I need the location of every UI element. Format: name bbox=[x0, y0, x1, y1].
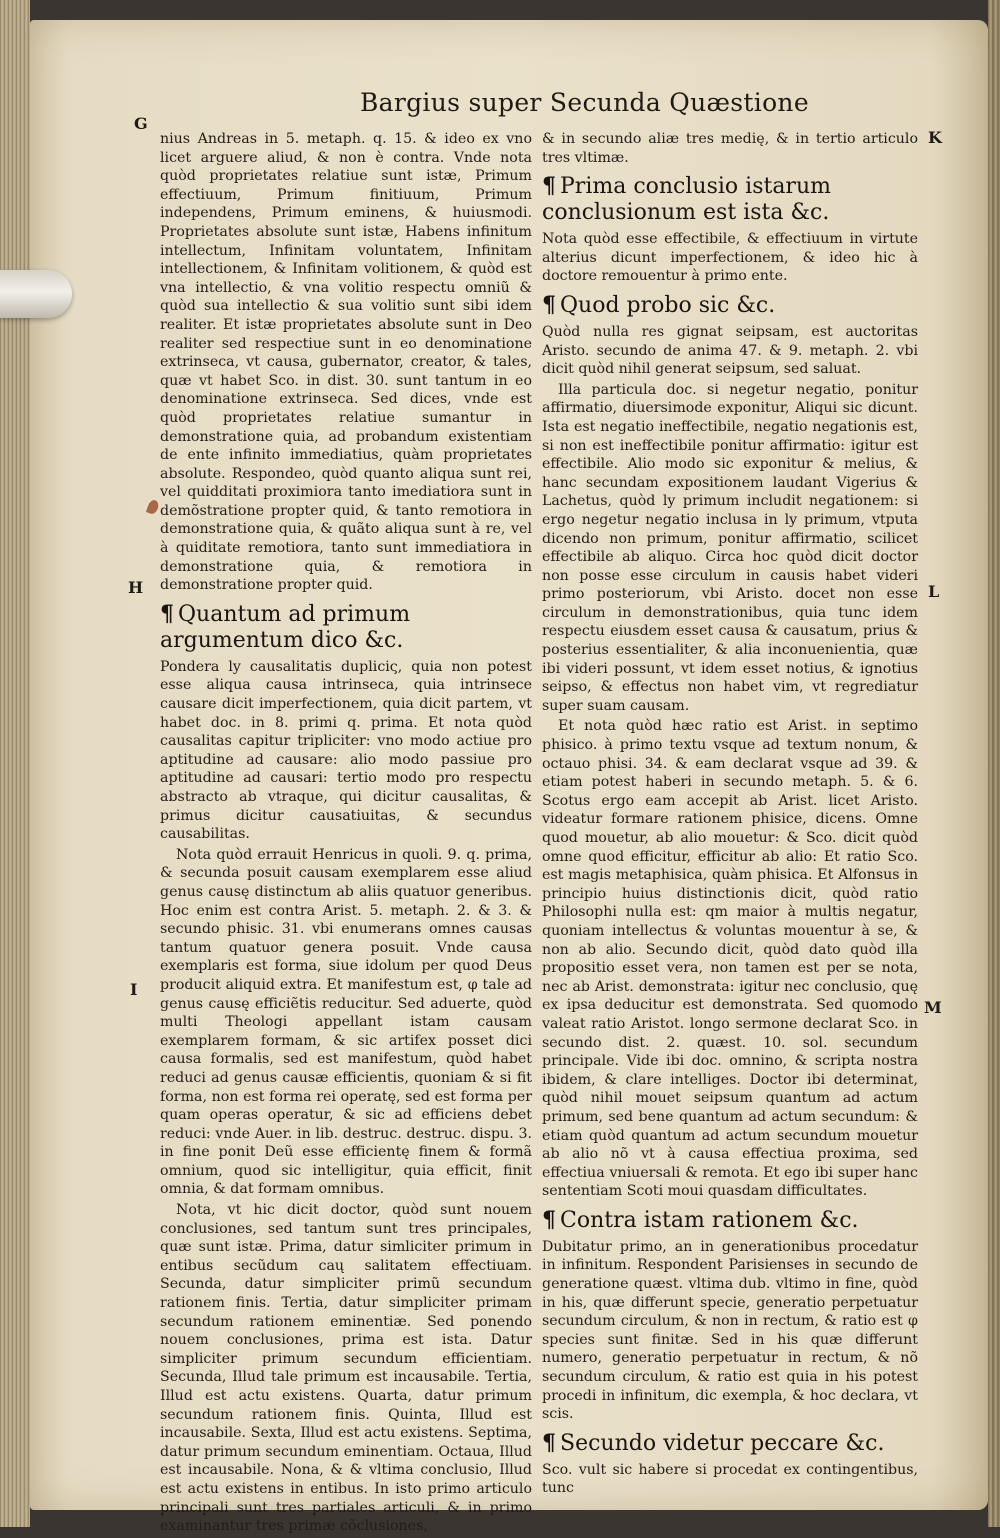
book-right-edge bbox=[988, 0, 1000, 1527]
paragraph: Et nota quòd hæc ratio est Arist. in septimo phisico. à primo textu vsque ad textum nonum, & octauo phisi. 34. & eam declarat vsque ad 39. & etiam potest haberi in secundo metaph. 5. & 6. Scotus ergo eam accepit ab Arist. licet Aristo. videatur formare rationem phisice, dicens. Omne quod mouetur, ab alio mouetur: & Sco. dicit quòd omne quod efficitur, efficitur ab alio: Et ratio Sco. est magis metaphisica, quàm phisica. Et Alfonsus in principio huius distinctionis dicit, quòd ratio Philosophi nulla est: qm maior à multis negatur, quoniam intellectus & voluntas mouentur à se, & non ab alio. Secundo dicit, quòd dato quòd illa propositio esset vera, non tamen est per se nota, nec ab Arist. demonstrata: igitur nec conclusio, quę ex ipsa deducitur est demonstrata. Sed quomodo valeat ratio Aristot. longo sermone declarat Sco. in secundo dist. 2. quæst. 10. sol. secundum principale. Vide ibi doc. omnino, & scripta nostra ibidem, & clare intelliges. Doctor ibi determinat, quòd nihil mouet seipsum quantum ad actum primum, sed bene quantum ad actum secundum: & etiam quòd quantum ad actum secundum mouetur ab alio nõ vt à causa effectiua proxima, sed effectiua vniuersali & remota. Et ego ibi super hanc sententiam Scoti moui quasdam difficultates. bbox=[542, 718, 918, 1200]
left-column bbox=[160, 130, 532, 1538]
paragraph: Sco. vult sic habere si procedat ex contingentibus, tunc bbox=[542, 1461, 918, 1497]
section-heading-text: Secundo videtur peccare &c. bbox=[560, 1430, 885, 1456]
section-heading bbox=[542, 292, 918, 319]
paragraph: Nota quòd esse effectibile, & effectiuum in virtute alterius dicunt imperfectionem, & ideo hic à doctore remouentur à primo ente. bbox=[542, 231, 918, 285]
margin-letter-k: K bbox=[928, 128, 942, 147]
section-heading bbox=[542, 173, 918, 226]
paragraph: Nota, vt hic dicit doctor, quòd sunt nouem conclusiones, sed tantum sunt tres principales, quæ sunt istæ. Prima, datur simliciter primum in entibus secũdum caų salitatem effectiuam. Secunda, datur simpliciter primũ secundum rationem finis. Tertia, datur simpliciter primam secundum rationem eminentiæ. Sed ponendo nouem conclusiones, prima est ista. Datur simpliciter primum secundum efficientiam. Secunda, Illud tale primum est incausabile. Tertia, Illud est actu existens. Quarta, datur primum secundum rationem finis. Quinta, Illud est incausabile. Sexta, Illud est actu existens. Septima, datur primum secundum eminentiam. Octaua, Illud est incausabile. Nona, & & vltima conclusio, Illud est actu existens in entibus. In isto primo articulo principali sunt tres partiales articuli, & in primo examinantur tres primæ cõclusiones, bbox=[160, 1202, 532, 1535]
paragraph: Dubitatur primo, an in generationibus procedatur in infinitum. Respondent Parisienses in secundo de generatione quæst. vltima dub. vltimo in fine, quòd in his, quæ differunt specie, generatio perpetuatur secundum circulum, & non in rectum, & ratio est φ species sunt finitæ. Sed in his quæ differunt numero, generatio perpetuatur in rectum, & nõ secundum circulum, & ratio est quia in his potest procedi in infinitum, dic exempla, & hoc declara, vt scis. bbox=[542, 1238, 918, 1423]
margin-letter-m: M bbox=[924, 998, 942, 1017]
margin-letter-g: G bbox=[134, 114, 148, 133]
pilcrow-icon: ¶ bbox=[542, 291, 556, 318]
section-heading-text: Quantum ad primum argumentum dico &c. bbox=[160, 601, 411, 653]
paragraph: Pondera ly causalitatis dupliciς, quia non potest esse aliqua causa intrinseca, quia intrinsece causare dicit imperfectionem, quia dicit partem, vt habet doc. in 8. primi q. prima. Et nota quòd causalitas capitur tripliciter: vno modo actiue pro aptitudine ad causare: alio modo passiue pro aptitudine ad causari: tertio modo pro respectu abstracto ab vtraque, qui dicitur causalitas, & primus dicitur causatiuitas, & secundus causabilitas. bbox=[160, 658, 532, 843]
paragraph: nius Andreas in 5. metaph. q. 15. & ideo ex vno licet arguere aliud, & non è contra. Vnde nota quòd proprietates relatiue sunt istæ, Primum effectiuum, Primum finitiuum, Primum independens, Primum eminens, & huiusmodi. Proprietates absolute sunt istæ, Habens infinitum intellectum, Infinitam voluntatem, Infinitam intellectionem, & Infinitam volitionem, & quòd est vna intellectio, & vna volitio respectu omniũ & quòd sua intellectio & sua volitio sunt sibi idem realiter. Et istæ proprietates absolute sunt in Deo realiter sed respectiue sunt in eo denominatione extrinseca, vt causa, gubernator, creator, & tales, quæ vt habet Sco. in dist. 30. sunt tantum in eo denominatione extrinseca. Sed dices, vnde est quòd proprietates relatiue sumantur in demonstratione quia, ad probandum existentiam de ente infinito immediatius, quàm proprietates absolute. Respondeo, quòd quanto aliqua sunt rei, vel quidditati proximiora tanto imediatiora sunt in demõstratione propter quid, & tanto remotiora in demonstratione quia, & quãto aliqua sunt à re, vel à quiditate remotiora, tanto sunt immediatiora in demonstratione quia, & remotiora in demonstratione propter quid. bbox=[160, 131, 532, 594]
paragraph: & in secundo aliæ tres medię, & in tertio articulo tres vltimæ. bbox=[542, 131, 918, 166]
margin-letter-i: I bbox=[130, 980, 138, 999]
section-heading bbox=[542, 1207, 918, 1234]
section-heading bbox=[160, 601, 532, 654]
paragraph: Nota quòd errauit Henricus in quoli. 9. q. prima, & secunda posuit causam exemplarem esse aliud genus causę distinctum ab aliis quatuor generibus. Hoc enim est contra Arist. 5. metaph. 2. & 3. & secundo phisic. 31. vbi enumerans omnes causas tantum quatuor genera posuit. Vnde causa exemplaris est forma, siue idolum per quod Deus producit aliquid extra. Et manifestum est, φ tale ad genus causę efficiẽtis reducitur. Sed aduerte, quòd multi Theologi appellant istam causam exemplarem formam, & sic artifex posset dici causa formalis, sed est manifestum, quòd habet reduci ad genus causæ efficientis, quoniam & si fit forma, non est forma rei operatę, sed est forma per quam operas operatur, & sic ad efficiens debet reduci: vnde Auer. in lib. destruc. destruc. dispu. 3. in fine ponit Deũ esse efficientę finem & formã omnium, quod sic intelligitur, quia efficit, finit omnia, & dat formam omnibus. bbox=[160, 846, 532, 1198]
pilcrow-icon: ¶ bbox=[542, 1429, 556, 1456]
paragraph: Quòd nulla res gignat seipsam, est auctoritas Aristo. secundo de anima 47. & 9. metaph. 2. vbi dicit quòd nihil generat seipsum, sed saluat. bbox=[542, 323, 918, 378]
paragraph: Illa particula doc. si negetur negatio, ponitur affirmatio, diuersimode exponitur, Aliqui sic dicunt. Ista est negatio ineffectibile, negatio negationis est, si non est ineffectibile ponitur affirmatio: igitur est effectibile. Alio modo sic exponitur & melius, & hanc secundam expositionem laudant Vigerius & Lachetus, quòd ly primum includit negationem: si ergo negetur negatio inclusa in ly primum, vtputa dicendo non primum, ponitur affirmatio, scilicet effectibile ab aliquo. Circa hoc quòd dicit doctor non posse esse circulum in causis habet videri primo posteriorum, vbi Aristo. docet non esse circulum in demonstrationibus, quia tunc idem respectu eiusdem esset causa & causatum, prius & posterius essentialiter, & alia inconuenientia, quæ ibi videri possunt, vt idem esset notius, & ignotius seipso, & effectus non habet vim, vt regrediatur super suam causam. bbox=[542, 381, 918, 714]
book-left-edge bbox=[0, 0, 30, 1527]
right-column bbox=[542, 130, 918, 1500]
margin-letter-l: L bbox=[928, 582, 940, 601]
pilcrow-icon: ¶ bbox=[160, 600, 174, 627]
pilcrow-icon: ¶ bbox=[542, 173, 556, 200]
margin-letter-h: H bbox=[128, 578, 144, 597]
pilcrow-icon: ¶ bbox=[542, 1206, 556, 1233]
page-header: Bargius super Secunda Quæstione bbox=[360, 88, 809, 117]
section-heading-text: Contra istam rationem &c. bbox=[560, 1207, 859, 1233]
page-holder-strap bbox=[0, 270, 72, 318]
section-heading bbox=[542, 1430, 918, 1457]
section-heading-text: Prima conclusio istarum conclusionum est ista &c. bbox=[542, 174, 831, 226]
section-heading-text: Quod probo sic &c. bbox=[560, 292, 776, 318]
